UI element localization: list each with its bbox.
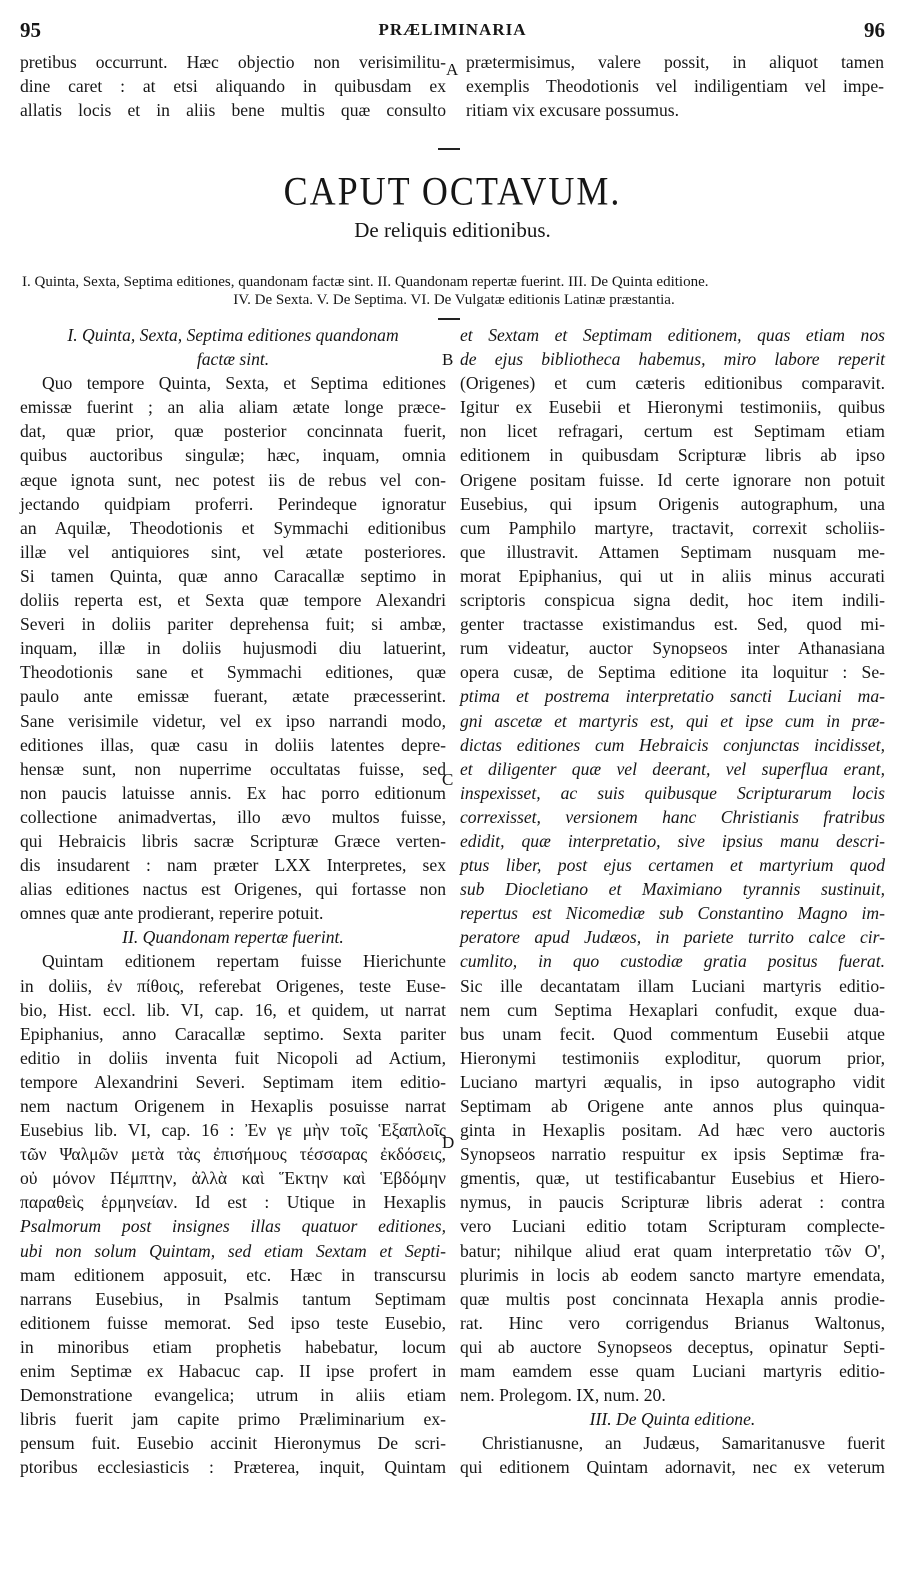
text-line: ptima et postrema interpretatio sancti Luciani ma- xyxy=(460,686,885,707)
margin-letter-a: A xyxy=(446,60,459,79)
summary-line: I. Quinta, Sexta, Septima editiones, quandonam factæ sint. II. Quandonam repertæ fuerint. III. De Quinta editione. xyxy=(22,274,709,290)
text-line: Epiphanius, anno Caracallæ septimo. Sexta pariter xyxy=(20,1023,446,1044)
top-right-column xyxy=(466,50,884,122)
text-line: qui Hebraicis libris sacræ Scripturæ Græce verten- xyxy=(20,830,446,851)
running-title: PRÆLIMINARIA xyxy=(378,20,527,39)
text-line: (Origenes) et cum cæteris editionibus comparavit. xyxy=(460,373,885,394)
text-line: Luciano martyri æqualis, in ipso autographo vidit xyxy=(460,1071,885,1092)
text-line: scriptoris conspicua signa dedit, hoc item indili- xyxy=(460,590,885,611)
text-line: nymus, in paucis Scripturæ libris aderat : contra xyxy=(460,1192,885,1213)
text-line: II. Quandonam repertæ fuerint. xyxy=(122,927,344,948)
text-line: paulo ante emissæ fuerant, ætate præcesserint. xyxy=(20,686,446,707)
text-line: non licet refragari, certum est Septimam etiam xyxy=(460,421,885,442)
text-line: tempore Alexandrini Severi. Septimam item editio- xyxy=(20,1071,446,1092)
text-line: que illustravit. Attamen Septimam nusquam me- xyxy=(460,541,885,562)
text-line: repertus est Nicomediæ sub Constantino Magno im- xyxy=(460,903,885,924)
text-line: correxisset, versionem hanc Christianis fratribus xyxy=(460,806,885,827)
summary-line: IV. De Sexta. V. De Septima. VI. De Vulgatæ editionis Latinæ præstantia. xyxy=(233,292,675,308)
text-line: vero Luciani editio totam Scripturam complecte- xyxy=(460,1216,885,1237)
text-line: libris fuerit jam capite primo Præliminarium ex- xyxy=(20,1409,446,1430)
text-line: dat, quæ prior, quæ posterior concinnata fuerit, xyxy=(20,421,446,442)
text-line: illæ vel antiquiores sint, vel ætate posteriores. xyxy=(20,541,446,562)
page-number-left: 95 xyxy=(20,18,41,42)
text-line: cum Pamphilo martyre, tractavit, correxit scholiis- xyxy=(460,517,885,538)
text-line: Igitur ex Eusebii et Hieronymi testimoniis, quibus xyxy=(460,397,885,418)
text-line: hensæ sunt, non nuperrime occultatas fuisse, sed xyxy=(20,758,446,779)
text-line: Septimam ab Origene ante annos plus quinqua- xyxy=(460,1096,885,1116)
right-column xyxy=(460,323,885,1480)
text-line: batur; nihilque aliud erat quam interpretatio τῶν Ο', xyxy=(460,1240,885,1261)
text-line: pensum fuit. Eusebio accinit Hieronymus De scri- xyxy=(20,1433,446,1454)
text-line: dine caret : at etsi aliquando in quibusdam ex xyxy=(20,76,446,97)
text-line: ginta in Hexaplis positam. Ad hæc vero auctoris xyxy=(460,1120,885,1141)
text-line: morat Epiphanius, qui ut in aliis minus accurati xyxy=(460,565,885,586)
text-line: Christianusne, an Judæus, Samaritanusve fuerit xyxy=(482,1433,885,1454)
text-line: jectando quidpiam proferri. Perindeque ignoratur xyxy=(20,493,446,514)
text-line: pretibus occurrunt. Hæc objectio non verisimilitu- xyxy=(20,52,446,72)
text-line: mam editionem apposuit, etc. Hæc in transcursu xyxy=(20,1264,446,1285)
text-line: Sic ille decantatam illam Luciani martyris editio- xyxy=(460,975,885,996)
section-divider xyxy=(438,148,460,150)
text-line: inspexisset, ac suis quibusque Scripturarum locis xyxy=(460,782,885,803)
text-line: dictas editiones cum Hebraicis conjunctas incidisset, xyxy=(460,734,885,755)
summary-rule xyxy=(438,318,460,320)
text-line: οὐ μόνον Πέμπτην, ἀλλὰ καὶ Ἕκτην καὶ Ἑβδόμην xyxy=(20,1168,446,1189)
text-line: æque ignota sunt, nec potest iis de rebus vel con- xyxy=(20,469,446,490)
text-line: dis insudarent : nam præter LXX Interpretes, sex xyxy=(20,855,446,876)
text-line: I. Quinta, Sexta, Septima editiones quandonam xyxy=(67,325,399,345)
text-line: ptoribus ecclesiasticis : Præterea, inquit, Quintam xyxy=(20,1457,446,1478)
text-line: Severi in doliis pariter deprehensa fuit; si ambæ, xyxy=(20,614,446,635)
text-line: bus unam fecit. Quod commentum Eusebii atque xyxy=(460,1023,885,1044)
text-line: bio, Hist. eccl. lib. VI, cap. 16, et quidem, ut narrat xyxy=(20,999,446,1020)
page-number-right: 96 xyxy=(864,18,885,42)
text-line: de ejus bibliotheca habemus, miro labore reperit xyxy=(460,349,885,370)
text-line: editio in doliis inventa fuit Nicopoli ad Actium, xyxy=(20,1047,446,1068)
margin-letter-d: D xyxy=(442,1133,455,1152)
text-line: Si tamen Quinta, quæ anno Caracallæ septimo in xyxy=(20,565,446,586)
text-line: rat. Hinc vero corrigendus Brianus Waltonus, xyxy=(460,1312,885,1333)
text-line: Quo tempore Quinta, Sexta, et Septima editiones xyxy=(42,373,446,394)
text-line: rum videatur, auctor Synopseos inter Athanasiana xyxy=(460,638,885,659)
left-column xyxy=(20,323,446,1480)
text-line: mam eamdem esse quam Luciani martyris editio- xyxy=(460,1361,885,1382)
text-line: gni ascetæ et martyris est, qui et ipse cum in præ- xyxy=(460,710,885,731)
text-line: enim Septimæ ex Habacuc cap. II ipse profert in xyxy=(20,1361,446,1382)
text-line: nem. Prolegom. IX, num. 20. xyxy=(460,1385,666,1406)
margin-letter-b: B xyxy=(442,350,454,369)
top-left-column xyxy=(20,50,446,122)
text-line: editionem fuisse memorat. Sed ipso teste Eusebio, xyxy=(20,1312,446,1333)
text-line: Psalmorum post insignes illas quatuor editiones, xyxy=(20,1216,446,1237)
text-line: qui editionem Quintam adornavit, nec ex veterum xyxy=(460,1457,885,1478)
text-line: III. De Quinta editione. xyxy=(589,1409,756,1430)
text-line: Theodotionis sane et Symmachi editiones, quæ xyxy=(20,662,446,683)
text-line: nem nactum Origenem in Hexaplis posuisse narrat xyxy=(20,1096,446,1116)
text-line: plurimis in locis ab eodem sancto martyre emendata, xyxy=(460,1264,885,1285)
text-line: genter tractasse existimandus est. Sed, quod mi- xyxy=(460,614,885,635)
text-line: Eusebius lib. VI, cap. 16 : Ἐν γε μὴν τοῖς Ἑξαπλοῖς xyxy=(20,1120,446,1141)
text-line: gmentis, quæ, ut testificabantur Eusebius et Hiero- xyxy=(460,1168,885,1189)
margin-letter-c: C xyxy=(442,770,454,789)
text-line: editiones illas, quæ casu in doliis latentes depre- xyxy=(20,734,446,755)
text-line: alias editiones nactus est Origenes, qui fortasse non xyxy=(20,879,446,900)
text-line: ubi non solum Quintam, sed etiam Sextam et Septi- xyxy=(20,1240,446,1261)
chapter-summary xyxy=(22,273,886,309)
text-line: qui ab auctore Synopseos deceptus, opinatur Septi- xyxy=(460,1336,885,1357)
text-line: et diligenter quæ vel deerant, vel superflua erant, xyxy=(460,758,885,779)
running-head xyxy=(20,18,885,42)
text-line: ptus liber, post ejus certamen et martyrium quod xyxy=(460,855,885,876)
text-line: cumlito, in quo custodiæ gratia positus fuerat. xyxy=(460,951,885,972)
text-line: an Aquilæ, Theodotionis et Symmachi editionibus xyxy=(20,517,446,538)
text-line: quibus auctoribus singulæ; hæc, inquam, omnia xyxy=(20,445,446,466)
text-line: Eusebius, qui ipsum Origenis autographum, una xyxy=(460,493,885,514)
text-line: Origene positam fuisse. Id certe ignorare non potuit xyxy=(460,469,885,490)
text-line: Quintam editionem repertam fuisse Hierichunte xyxy=(42,951,446,972)
text-line: sub Diocletiano et Maximiano tyrannis sustinuit, xyxy=(460,879,885,900)
text-line: Hieronymi testimoniis exploditur, quorum prior, xyxy=(460,1047,885,1068)
chapter-title: CAPUT OCTAVUM. xyxy=(283,168,622,214)
text-line: exemplis Theodotionis vel indiligentiam vel impe- xyxy=(466,76,884,97)
text-line: doliis reperta est, et Sexta quæ tempore Alexandri xyxy=(20,590,446,611)
text-line: et Sextam et Septimam editionem, quas etiam nos xyxy=(460,325,885,345)
text-line: collectione animadvertas, illo ævo multos fuisse, xyxy=(20,806,446,827)
text-line: τῶν Ψαλμῶν μετὰ τὰς ἐπισήμους τέσσαρας ἐκδόσεις, xyxy=(20,1144,446,1165)
text-line: ritiam vix excusare possumus. xyxy=(466,100,680,121)
text-line: inquam, illæ in doliis hujusmodi diu latuerint, xyxy=(20,638,446,659)
text-line: nem cum Septima Hexaplari confudit, exque dua- xyxy=(460,999,885,1020)
text-line: peratore apud Judæos, in pariete turrito calce cir- xyxy=(460,927,885,948)
text-line: narrans Eusebius, in Psalmis tantum Septimam xyxy=(20,1288,446,1309)
text-line: omnes quæ ante prodierant, reperire potuit. xyxy=(20,903,324,924)
text-line: in doliis, ἐν πίθοις, referebat Origenes, teste Euse- xyxy=(20,975,446,996)
text-line: non paucis latuisse annis. Ex hac porro editionum xyxy=(20,782,446,803)
text-line: allatis locis et in aliis bene multis quæ consulto xyxy=(20,100,446,121)
text-line: emissæ fuerint ; an alia aliam ætate longe præce- xyxy=(20,397,446,418)
text-line: factæ sint. xyxy=(196,349,270,370)
text-line: edidit, quæ interpretatio, sive ipsius manu descri- xyxy=(460,830,885,851)
text-line: opera cusæ, de Septima editione ita loquitur : Se- xyxy=(460,662,885,683)
text-line: editionem in quibusdam Scripturæ libris ab ipso xyxy=(460,445,885,466)
text-line: Demonstratione evangelica; utrum in aliis etiam xyxy=(20,1385,446,1406)
text-line: prætermisimus, valere possit, in aliquot tamen xyxy=(466,52,884,72)
text-line: quæ multis post concinnata Hexapla annis prodie- xyxy=(460,1288,885,1309)
text-line: Sane verisimile videtur, vel ex ipso narrandi modo, xyxy=(20,710,446,731)
text-line: παραθεὶς ἑρμηνείαν. Id est : Utique in Hexaplis xyxy=(20,1192,446,1213)
text-line: in minoribus etiam prophetis habebatur, locum xyxy=(20,1336,446,1357)
chapter-subtitle: De reliquis editionibus. xyxy=(354,218,551,242)
text-line: Synopseos narratio respuitur ex ipsis Septimæ fra- xyxy=(460,1144,885,1165)
